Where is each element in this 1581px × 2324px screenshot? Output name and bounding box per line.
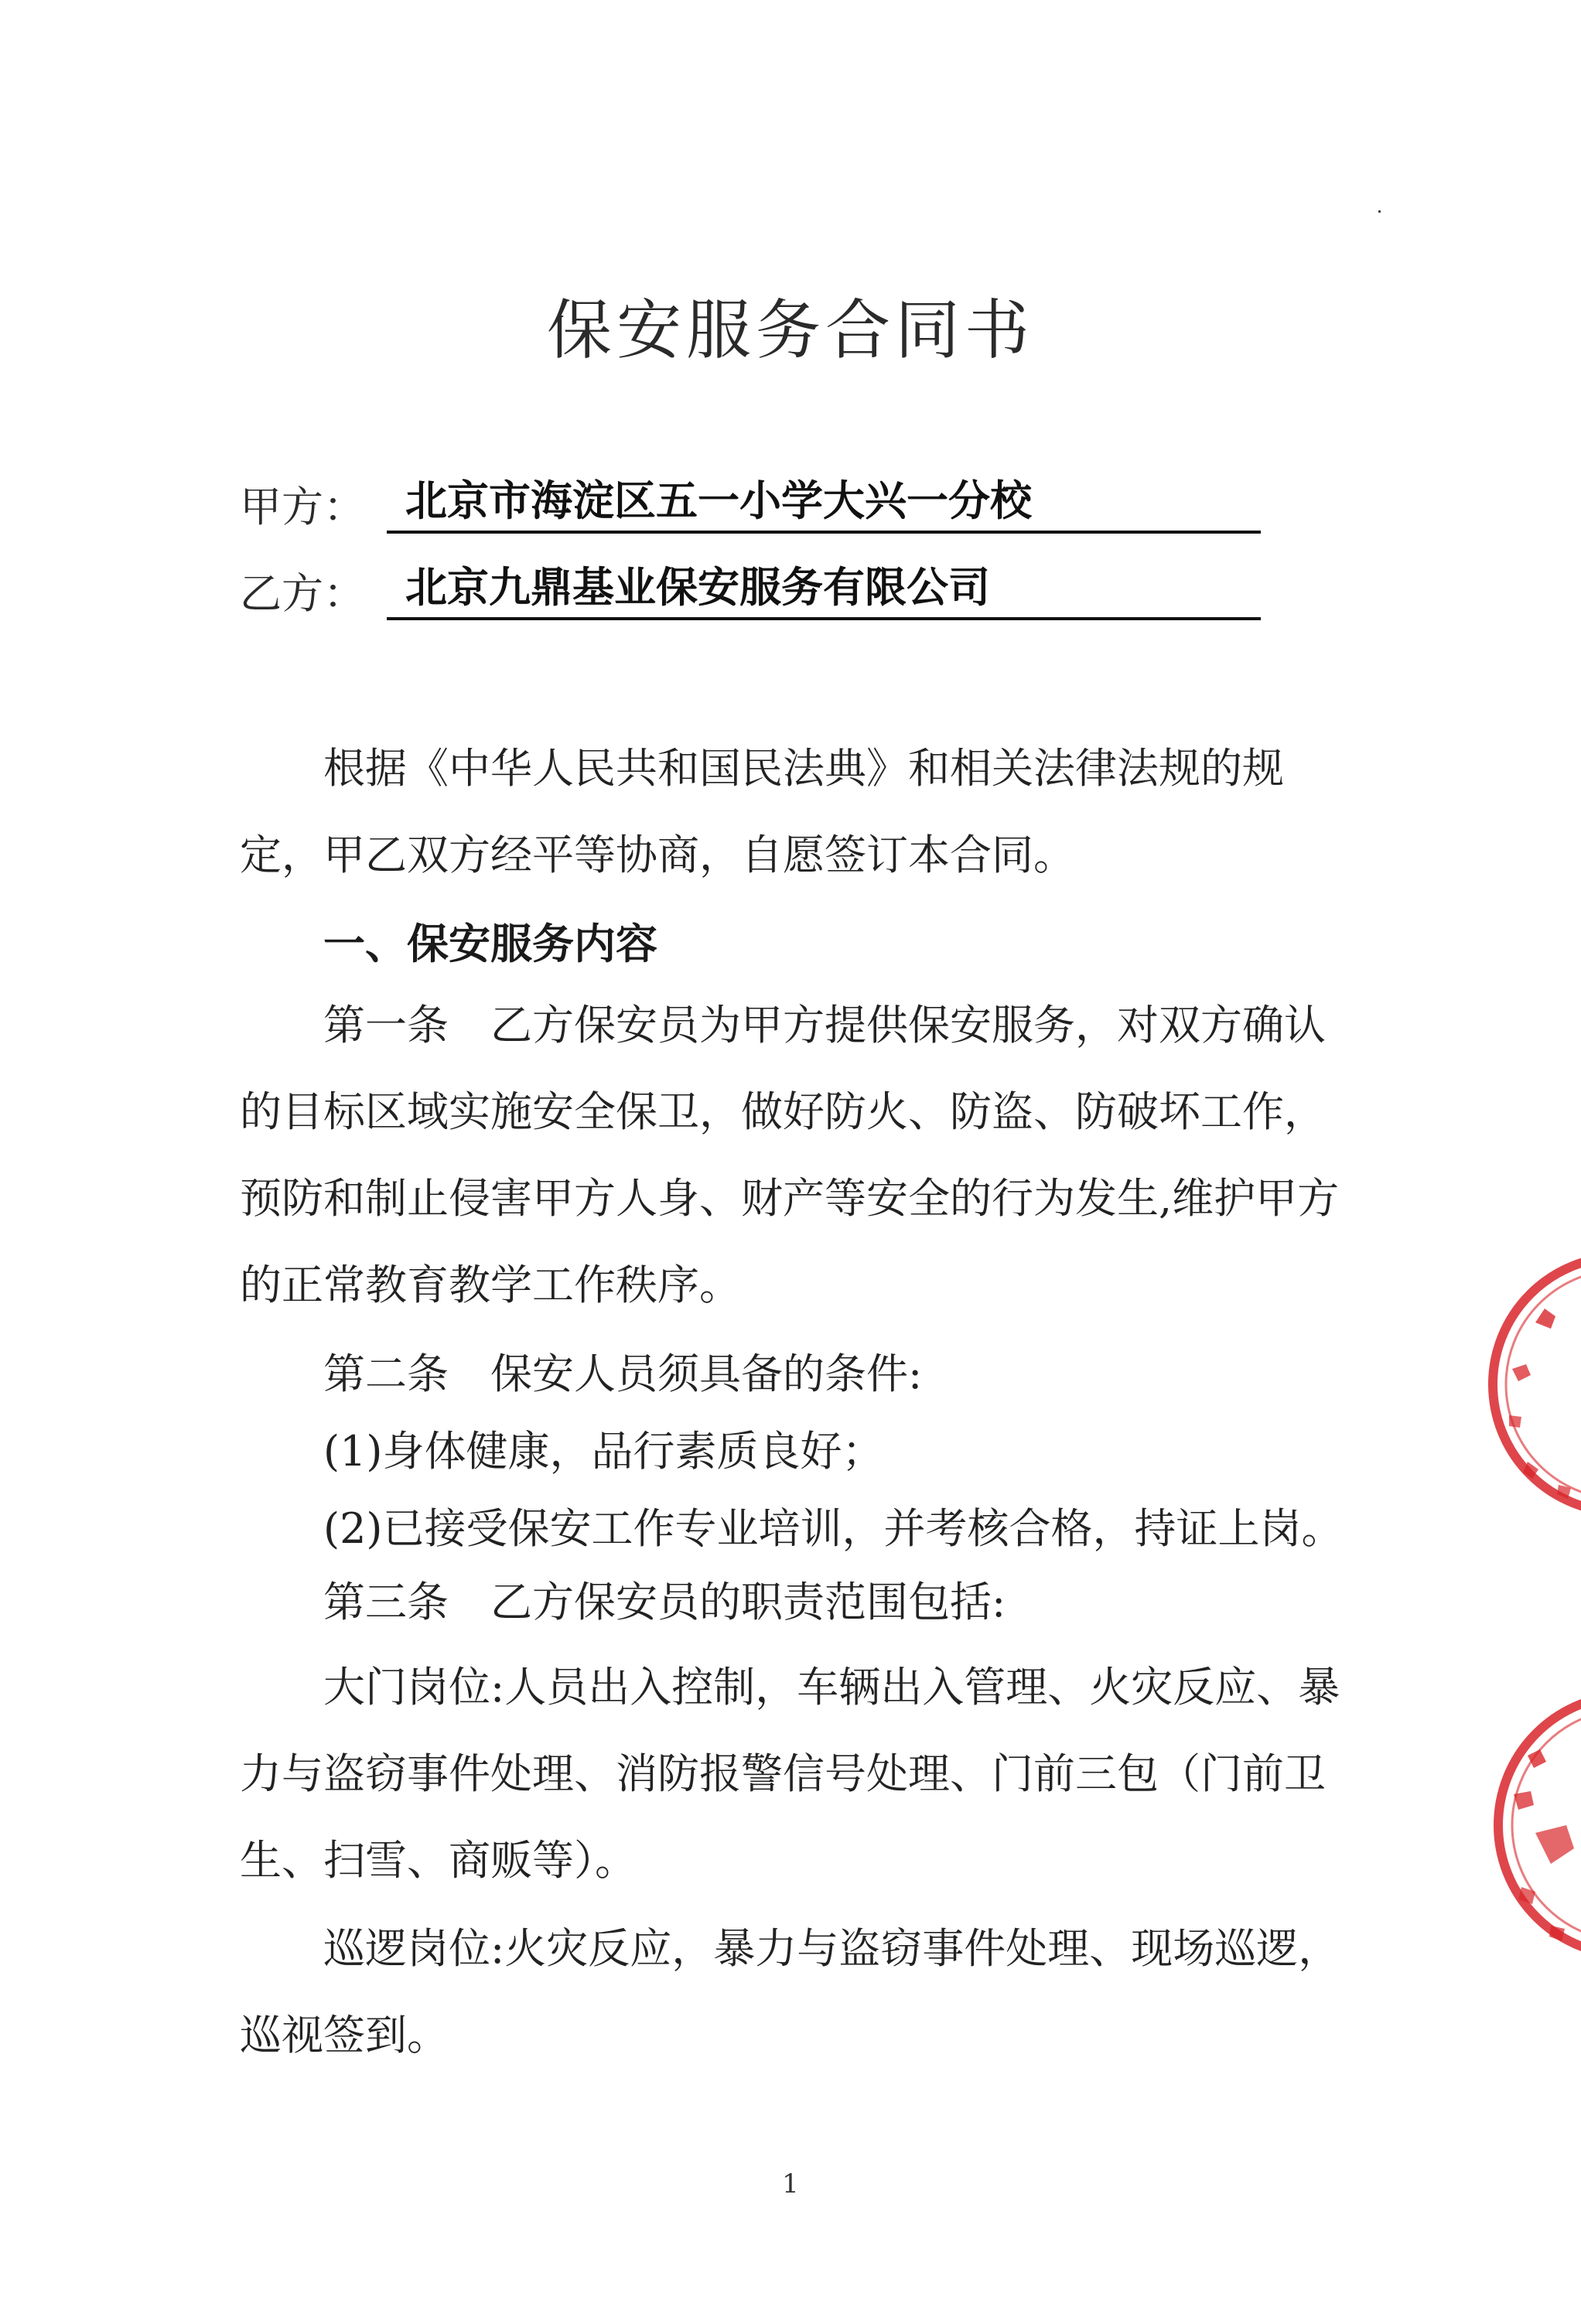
company-seal-lower xyxy=(1481,1678,1581,1972)
page-number: 1 xyxy=(782,2169,799,2199)
party-b-name: 北京九鼎基业保安服务有限公司 xyxy=(387,558,1261,620)
party-b-label: 乙方： xyxy=(240,569,365,618)
condition-2-line: (2)已接受保安工作专业培训，并考核合格，持证上岗。 xyxy=(323,1504,1344,1553)
gate-post-paragraph: 大门岗位:人员出入控制，车辆出入管理、火灾反应、暴力与盗窃事件处理、消防报警信号处理、门前三包（门前卫生、扫雪、商贩等）。 xyxy=(240,1663,1340,1885)
document-title: 保安服务合同书 xyxy=(546,292,1034,368)
company-seal-upper xyxy=(1481,1237,1581,1531)
condition-1-line: (1)身体健康，品行素质良好； xyxy=(323,1427,884,1476)
party-a-label: 甲方： xyxy=(240,483,365,531)
scan-speck xyxy=(1378,210,1381,213)
party-a-row xyxy=(240,464,1261,534)
patrol-post-paragraph: 巡逻岗位:火灾反应，暴力与盗窃事件处理、现场巡逻，巡视签到。 xyxy=(240,1924,1340,2060)
preamble-paragraph: 根据《中华人民共和国民法典》和相关法律法规的规定，甲乙双方经平等协商，自愿签订本合同。 xyxy=(240,744,1284,879)
article-1-paragraph: 第一条 乙方保安员为甲方提供保安服务，对双方确认的目标区域实施安全保卫，做好防火、防盗、防破坏工作，预防和制止侵害甲方人身、财产等安全的行为发生,维护甲方的正常教育教学工作秩序。 xyxy=(240,1001,1340,1309)
party-b-row xyxy=(240,551,1261,620)
article-2-line: 第二条 保安人员须具备的条件: xyxy=(323,1350,923,1398)
party-a-name: 北京市海淀区五一小学大兴一分校 xyxy=(387,472,1261,534)
article-3-line: 第三条 乙方保安员的职责范围包括: xyxy=(323,1578,1006,1626)
section-1-title: 一、保安服务内容 xyxy=(323,920,657,968)
